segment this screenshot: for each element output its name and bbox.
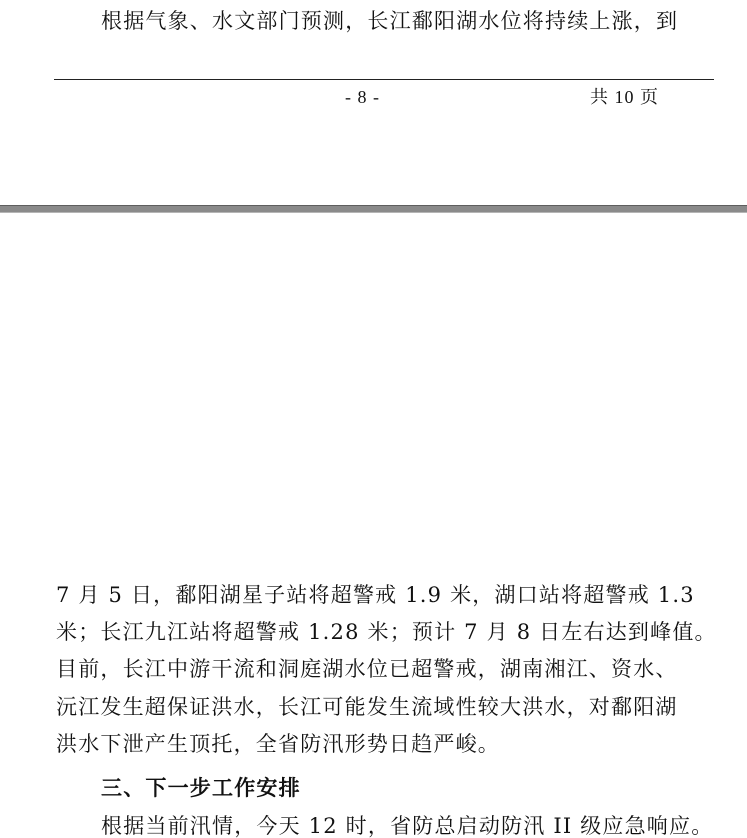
paragraph-line: 7 月 5 日，鄱阳湖星子站将超警戒 1.9 米，湖口站将超警戒 1.3 bbox=[56, 583, 695, 607]
footer-page-number: - 8 - bbox=[345, 87, 380, 107]
paragraph-line: 目前，长江中游干流和洞庭湖水位已超警戒，湖南湘江、资水、 bbox=[56, 657, 678, 681]
next-paragraph-line: 根据当前汛情，今天 12 时，省防总启动防汛 II 级应急响应。 bbox=[101, 814, 714, 838]
paragraph-line: 米；长江九江站将超警戒 1.28 米；预计 7 月 8 日左右达到峰值。 bbox=[56, 620, 717, 644]
previous-page bbox=[0, 0, 747, 205]
current-page bbox=[0, 213, 747, 838]
footer-divider bbox=[54, 79, 714, 80]
previous-page-last-line: 根据气象、水文部门预测，长江鄱阳湖水位将持续上涨，到 bbox=[101, 9, 679, 33]
footer-total-pages: 共 10 页 bbox=[590, 87, 659, 107]
section-heading: 三、下一步工作安排 bbox=[101, 775, 301, 800]
page-break-gap bbox=[0, 205, 747, 213]
paragraph-line: 沅江发生超保证洪水，长江可能发生流域性较大洪水，对鄱阳湖 bbox=[56, 695, 678, 719]
paragraph-line: 洪水下泄产生顶托，全省防汛形势日趋严峻。 bbox=[56, 732, 500, 756]
